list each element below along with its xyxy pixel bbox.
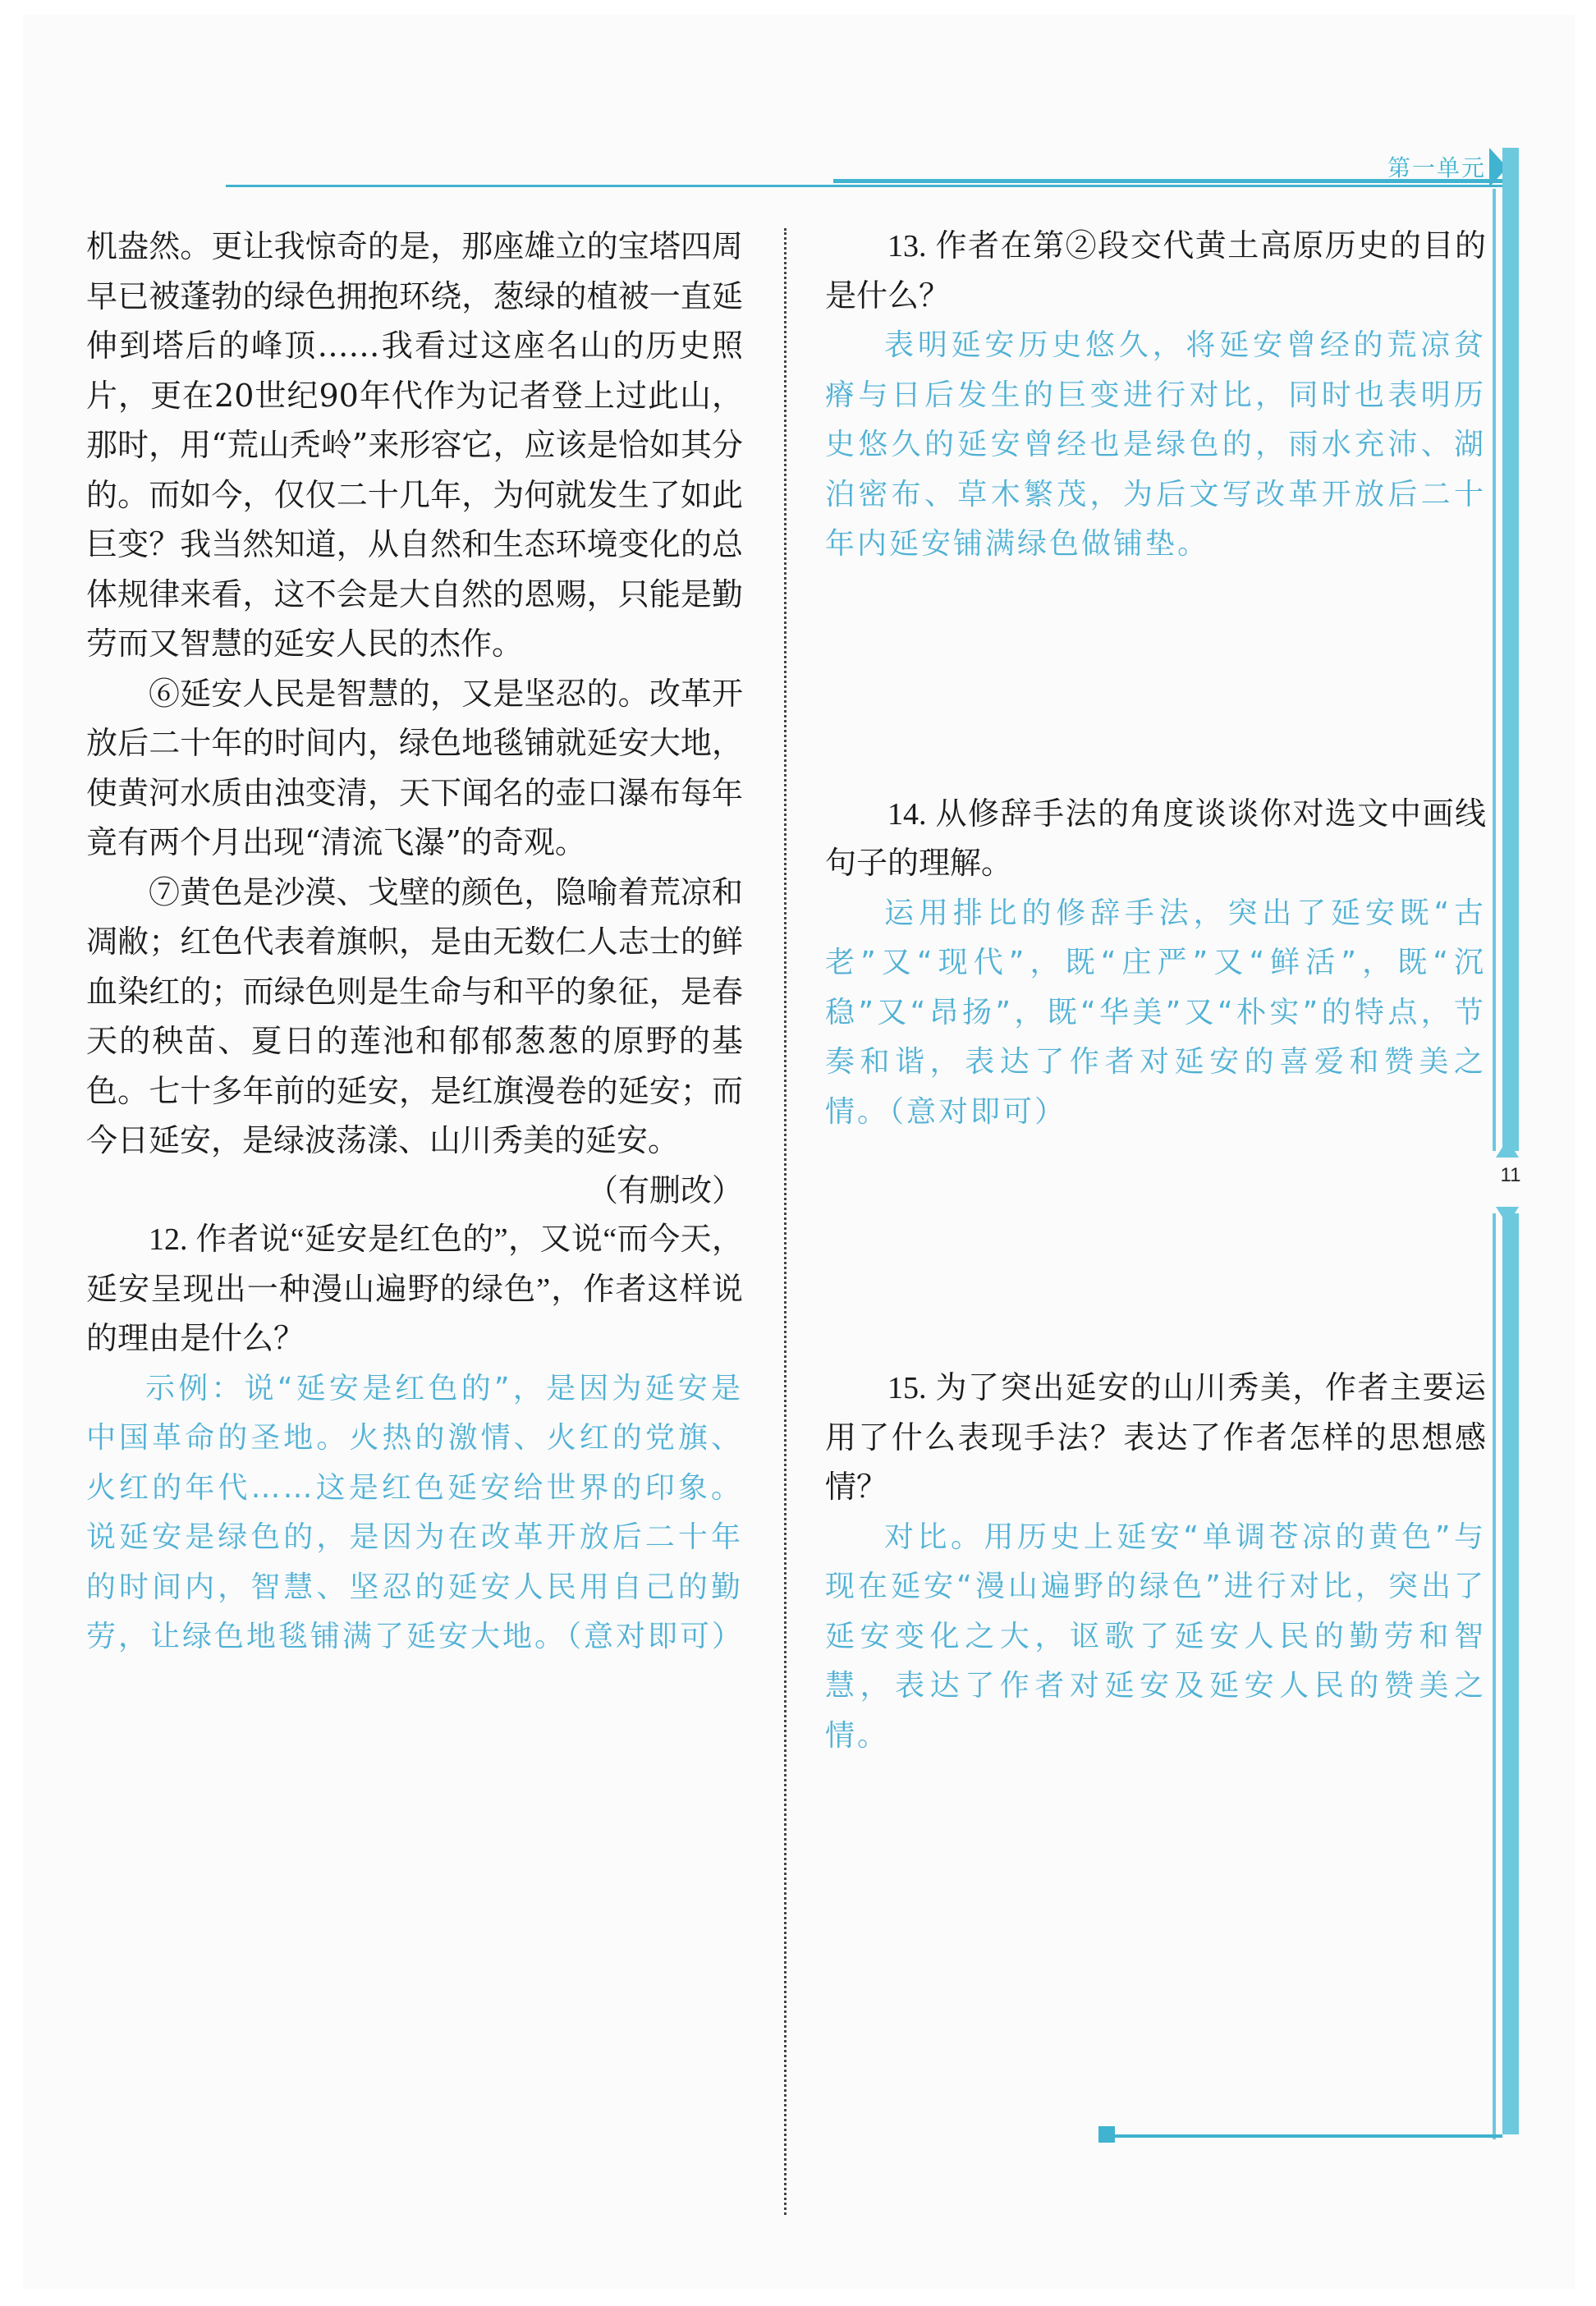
left-column	[86, 222, 743, 1662]
header-rule-thin	[226, 185, 1515, 187]
answer-space	[825, 570, 1486, 790]
question-15: 15. 为了突出延安的山川秀美，作者主要运用了什么表现手法？表达了作者怎样的思想感情？	[825, 1371, 1486, 1505]
edge-bar-top	[1502, 148, 1519, 1151]
answer-space	[825, 1137, 1486, 1364]
edge-notch-top	[1496, 1139, 1519, 1158]
bottom-rule	[1100, 2134, 1502, 2138]
edge-inner-line-bottom	[1493, 1213, 1496, 2139]
question-12: 12. 作者说“延安是红色的”，又说“而今天，延安呈现出一种漫山遍野的绿色”，作者这样说的理由是什么？	[86, 1222, 743, 1356]
passage-paragraph-7: ⑦黄色是沙漠、戈壁的颜色，隐喻着荒凉和凋敝；红色代表着旗帜，是由无数仁人志士的鲜血染红的；而绿色则是生命与和平的象征，是春天的秧苗、夏日的莲池和郁郁葱葱的原野的基色。七十多年前的延安，是红旗漫卷的延安；而今日延安，是绿波荡漾、山川秀美的延安。	[86, 873, 743, 1158]
unit-label: 第一单元	[1387, 154, 1487, 181]
edge-inner-line-top	[1493, 189, 1496, 1151]
answer-14: 运用排比的修辞手法，突出了延安既“古老”又“现代”，既“庄严”又“鲜活”，既“沉稳”又“昂扬”，既“华美”又“朴实”的特点，节奏和谐，表达了作者对延安的喜爱和赞美之情。（意对即可）	[825, 896, 1486, 1129]
bottom-square-marker	[1098, 2126, 1115, 2143]
question-14: 14. 从修辞手法的角度谈谈你对选文中画线句子的理解。	[825, 796, 1486, 881]
answer-13: 表明延安历史悠久，将延安曾经的荒凉贫瘠与日后发生的巨变进行对比，同时也表明历史悠久的延安曾经也是绿色的，雨水充沛、湖泊密布、草木繁茂，为后文写改革开放后二十年内延安铺满绿色做铺垫。	[825, 328, 1486, 561]
page-number: 11	[1500, 1164, 1521, 1186]
edge-bar-bottom	[1502, 1213, 1519, 2134]
passage-paragraph-6: ⑥延安人民是智慧的，又是坚忍的。改革开放后二十年的时间内，绿色地毯铺就延安大地，使黄河水质由浊变清，天下闻名的壶口瀑布每年竟有两个月出现“清流飞瀑”的奇观。	[86, 675, 743, 860]
column-divider	[784, 228, 787, 2215]
answer-15: 对比。用历史上延安“单调苍凉的黄色”与现在延安“漫山遍野的绿色”进行对比，突出了延安变化之大，讴歌了延安人民的勤劳和智慧，表达了作者对延安及延安人民的赞美之情。	[825, 1520, 1486, 1753]
question-13: 13. 作者在第②段交代黄土高原历史的目的是什么？	[825, 229, 1486, 314]
answer-12: 示例：说“延安是红色的”，是因为延安是中国革命的圣地。火热的激情、火红的党旗、火红的年代……这是红色延安给世界的印象。说延安是绿色的，是因为在改革开放后二十年的时间内，智慧、坚忍的延安人民用自己的勤劳，让绿色地毯铺满了延安大地。（意对即可）	[86, 1371, 745, 1653]
source-note: （有删改）	[586, 1171, 743, 1208]
passage-paragraph-1: 机盎然。更让我惊奇的是，那座雄立的宝塔四周早已被蓬勃的绿色拥抱环绕，葱绿的植被一直延伸到塔后的峰顶……我看过这座名山的历史照片，更在20世纪90年代作为记者登上过此山，那时，用“荒山秃岭”来形容它，应该是恰如其分的。而如今，仅仅二十几年，为何就发生了如此巨变？我当然知道，从自然和生态环境变化的总体规律来看，这不会是大自然的恩赐，只能是勤劳而又智慧的延安人民的杰作。	[86, 228, 743, 662]
right-column	[825, 222, 1486, 1761]
